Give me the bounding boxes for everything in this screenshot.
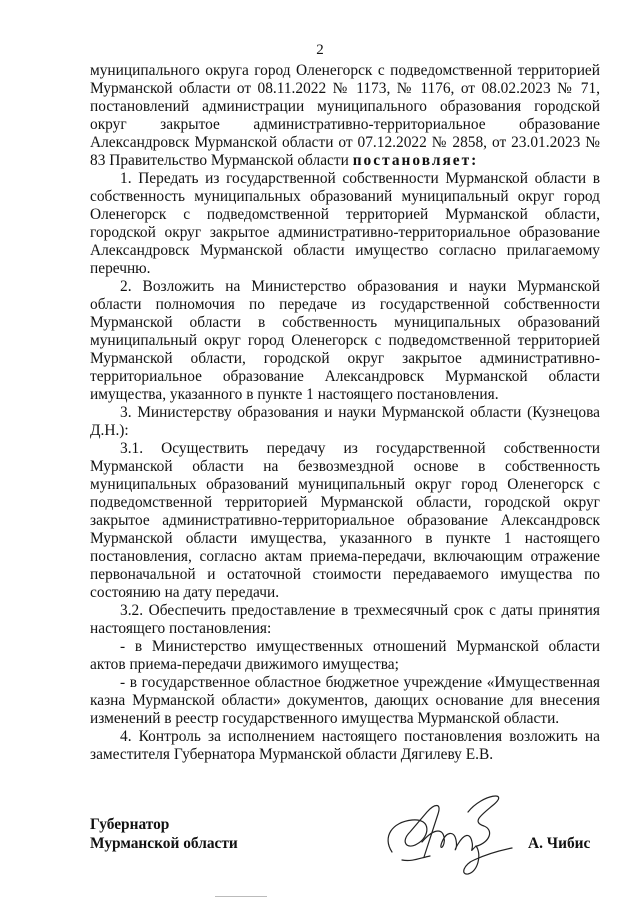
item-3: 3. Министерству образования и науки Мурманской области (Кузнецова Д.Н.): bbox=[90, 404, 600, 439]
page-number: 2 bbox=[316, 42, 324, 58]
item-2: 2. Возложить на Министерство образования и науки Мурманской области полномочия по передаче из государственной собственности Мурманской области в собственность муниципальных образований муниципальный округ город Оленегорск с подведомственной территорией Мурманской области, городской округ закрытое административно-территориальное образование Александровск Мурманской области имущества, указанного в пункте 1 настоящего постановления. bbox=[90, 278, 600, 403]
signatory-position bbox=[90, 815, 238, 853]
item-3-1: 3.1. Осуществить передачу из государственной собственности Мурманской области на безвозмездной основе в собственность муниципальных образований муниципальный округ город Оленегорск с подведомственной территорией Мурманской области, городской округ закрытое административно-территориальное образование Александровск Мурманской области имущества, указанного в пункте 1 настоящего постановления, согласно актам приема-передачи, включающим отражение первоначальной и остаточной стоимости передаваемого имущества по состоянию на дату передачи. bbox=[90, 440, 600, 601]
item-3-2: 3.2. Обеспечить предоставление в трехмесячный срок с даты принятия настоящего постановления: bbox=[90, 602, 600, 637]
item-3-2-bullet-1: - в Министерство имущественных отношений Мурманской области актов приема-передачи движимого имущества; bbox=[90, 638, 600, 673]
document-body bbox=[90, 62, 600, 764]
signatory-name: А. Чибис bbox=[528, 835, 591, 852]
preamble-paragraph bbox=[90, 62, 600, 170]
decree-word: постановляет: bbox=[352, 152, 479, 169]
item-3-2-bullet-2: - в государственное областное бюджетное учреждение «Имущественная казна Мурманской области» документов, дающих основание для внесения изменений в реестр государственного имущества Мурманской области. bbox=[90, 674, 600, 727]
signatory-position-line-1: Губернатор bbox=[90, 816, 170, 833]
handwritten-signature bbox=[372, 782, 522, 882]
item-1: 1. Передать из государственной собственности Мурманской области в собственность муниципальных образований муниципальный округ город Оленегорск с подведомственной территорией Мурманской области, городской округ закрытое административно-территориальное образование Александровск Мурманской области имущество согласно прилагаемому перечню. bbox=[90, 170, 600, 277]
item-4: 4. Контроль за исполнением настоящего постановления возложить на заместителя Губернатора Мурманской области Дягилеву Е.В. bbox=[90, 728, 600, 763]
preamble-text: муниципального округа город Оленегорск с подведомственной территорией Мурманской области от 08.11.2022 № 1173, № 1176, от 08.02.2023 № 71, постановлений администрации муниципального образования городской округ закрытое административно-территориальное образование Александровск Мурманской области от 07.12.2022 № 2858, от 23.01.2023 № 83 Правительство Мурманской области bbox=[90, 62, 600, 169]
signatory-position-line-2: Мурманской области bbox=[90, 835, 238, 852]
scan-artifact-line bbox=[215, 896, 267, 900]
